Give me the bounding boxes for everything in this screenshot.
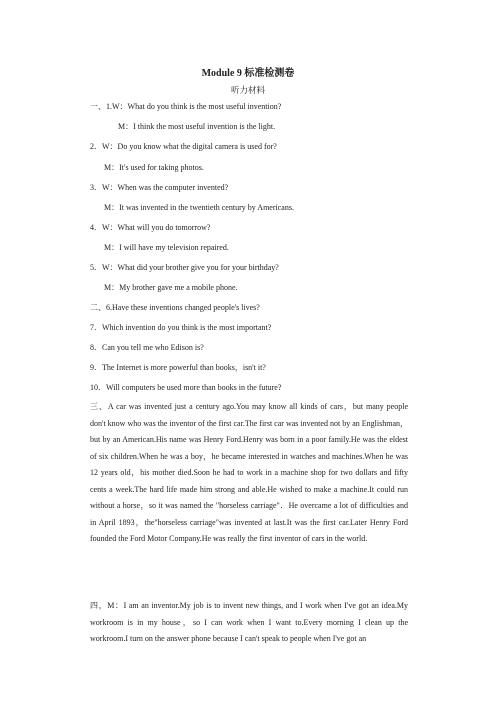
section1-line: M：I think the most useful invention is the light. [118, 122, 276, 131]
section1-line: 5．W：What did your brother give you for your birthday? [90, 263, 279, 272]
section1-line: 一、1.W：What do you think is the most useful invention? [90, 102, 282, 111]
section1-line: M：It's used for taking photos. [104, 163, 204, 172]
page-subtitle: 听力材料 [230, 85, 265, 95]
section1-line: 3．W：When was the computer invented? [90, 183, 229, 192]
section1-line: 4．W：What will you do tomorrow? [90, 223, 211, 232]
section1-line: 2．W：Do you know what the digital camera is used for? [90, 142, 277, 151]
section2-line: 7．Which invention do you think is the most important? [90, 323, 272, 332]
section3-paragraph: 三、A car was invented just a century ago.You may know all kinds of cars，but many people don't know who was the inventor of the first car.The first car was invented not by an Englishman，but by an American.His name was Henry Ford.Henry was born in a poor family.He was the eldest of six children.When he was a boy，he became interested in watches and machines.When he was 12 years old，his mother died.Soon he had to work in a machine shop for two dollars and fifty cents a week.The hard life made him strong and able.He wished to make a machine.It could run without a horse，so it was named the "horseless carriage"．He overcame a lot of difficulties and in April 1893，the"horseless carriage"was invented at last.It was the first car.Later Henry Ford founded the Ford Motor Company.He was really the first inventor of cars in the world. [90, 402, 408, 543]
section2-line: 8．Can you tell me who Edison is? [90, 343, 204, 352]
section2-line: 10．Will computers be used more than books in the future? [90, 383, 282, 392]
page-title: Module 9 标准检测卷 [201, 68, 295, 79]
section2-line: 9．The Internet is more powerful than books，isn't it? [90, 363, 266, 372]
section4-paragraph: 四，M：I am an inventor.My job is to invent new things, and I work when I've got an idea.My workroom is in my house，so I can work when I want to.Every morning I clean up the workroom.I turn on the answer phone because I can't speak to people when I've got an [90, 601, 408, 643]
section1-line: M：It was invented in the twentieth century by Americans. [104, 203, 294, 212]
section1-line: M：I will have my television repaired. [104, 243, 229, 252]
section1-line: M：My brother gave me a mobile phone. [104, 283, 238, 292]
section2-line: 二、6.Have these inventions changed people's lives? [90, 303, 260, 312]
